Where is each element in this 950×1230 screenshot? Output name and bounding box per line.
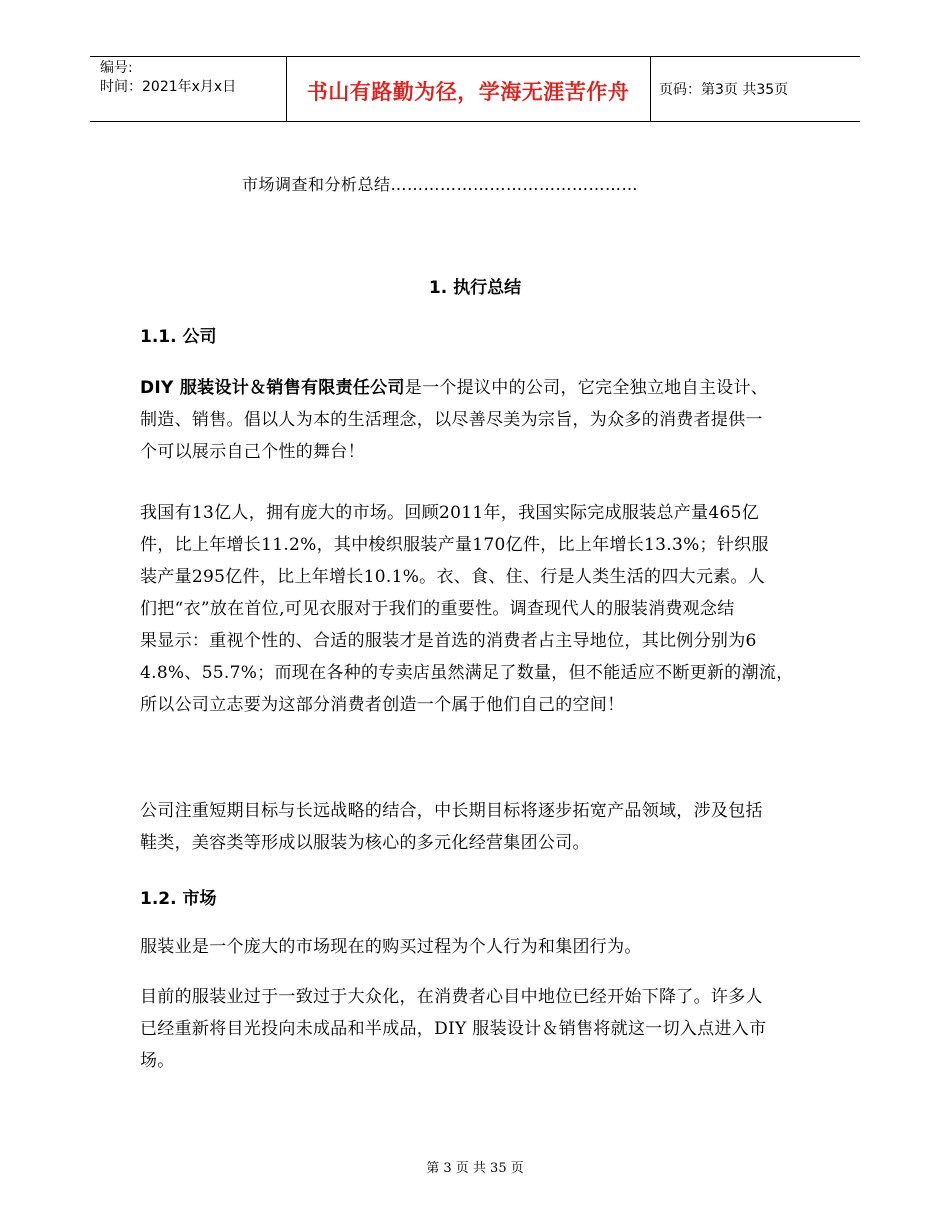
header-time-label: 时间：2021年x月x日: [100, 79, 237, 95]
paragraph-line-rest: 是一个提议中的公司，它完全独立地自主设计、: [404, 378, 769, 398]
paragraph-market-entry: [140, 981, 810, 1077]
paragraph-market-stats: [140, 497, 810, 721]
paragraph-line: 鞋类，美容类等形成以服装为核心的多元化经营集团公司。: [140, 833, 590, 853]
paragraph-company-intro: [140, 372, 810, 468]
header-page-info: 页码：第3页 共35页: [659, 82, 789, 98]
section-heading-executive-summary: 1. 执行总结: [428, 278, 522, 298]
paragraph-line: 果显示：重视个性的、合适的服装才是首选的消费者占主导地位，其比例分别为6: [140, 631, 757, 651]
paragraph-line: 个可以展示自己个性的舞台！: [140, 442, 365, 462]
page-footer: 第 3 页 共 35 页: [426, 1161, 524, 1176]
paragraph-line: 公司注重短期目标与长远战略的结合，中长期目标将逐步拓宽产品领域，涉及包括: [140, 801, 763, 821]
subsection-heading-company: 1.1. 公司: [140, 327, 217, 347]
paragraph-line: 4.8%、55.7%；而现在各种的专卖店虽然满足了数量，但不能适应不断更新的潮流，: [140, 663, 794, 683]
paragraph-line: 目前的服装业过于一致过于大众化，在消费者心目中地位已经开始下降了。许多人: [140, 987, 763, 1007]
subsection-heading-market: 1.2. 市场: [140, 889, 217, 909]
header-top-rule: [90, 56, 860, 57]
paragraph-line: 场。: [140, 1051, 175, 1071]
paragraph-line: 装产量295亿件，比上年增长10.1%。衣、食、住、行是人类生活的四大元素。人: [140, 567, 766, 587]
paragraph-line: 已经重新将目光投向未成品和半成品，DIY 服装设计＆销售将就这一切入点进入市: [140, 1019, 767, 1039]
company-name: DIY 服装设计＆销售有限责任公司: [140, 378, 405, 398]
paragraph-line: 服装业是一个庞大的市场现在的购买过程为个人行为和集团行为。: [140, 937, 642, 957]
header-divider-right: [650, 56, 651, 122]
header-bottom-rule: [90, 121, 860, 122]
header-number-label: 编号:: [100, 60, 133, 76]
paragraph-line: 所以公司立志要为这部分消费者创造一个属于他们自己的空间！: [140, 695, 625, 715]
paragraph-company-strategy: [140, 795, 810, 859]
header-motto: 书山有路勤为径，学海无涯苦作舟: [306, 80, 630, 104]
toc-entry: 市场调查和分析总结………………………………………: [242, 175, 639, 194]
paragraph-line: 件，比上年增长11.2%，其中梭织服装产量170亿件，比上年增长13.3%；针织服: [140, 535, 769, 555]
header-meta: [100, 59, 236, 97]
paragraph-line: 制造、销售。倡以人为本的生活理念，以尽善尽美为宗旨，为众多的消费者提供一: [140, 410, 763, 430]
paragraph-line: 我国有13亿人，拥有庞大的市场。回顾2011年，我国实际完成服装总产量465亿: [140, 503, 760, 523]
paragraph-line: 们把“衣”放在首位,可见衣服对于我们的重要性。调查现代人的服装消费观念结: [140, 599, 735, 619]
paragraph-market-overview: [140, 931, 810, 963]
paragraph-line: [140, 372, 810, 404]
